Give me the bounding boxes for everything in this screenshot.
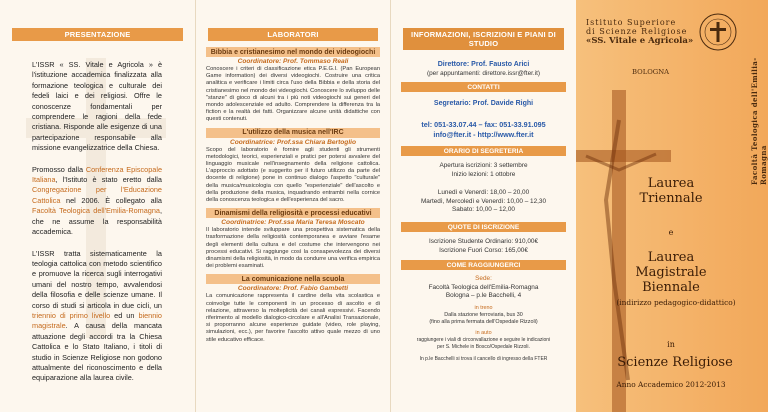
body-text: L'ISSR tratta sistematicamente la teologia cattolica con metodo scientifico e promuove la ricerca sugli interrogativi umani del nostro tempo, avvalendosi della filosofia e delle scienze umane. Il corso di studi si articola in due cicli, un (32, 248, 162, 310)
orario-3: Sabato: 10,00 – 12,00 (452, 206, 515, 214)
city: BOLOGNA (632, 68, 670, 76)
lab-title: L'utilizzo della musica nell'IRC (206, 128, 380, 138)
lab-coordinator: Coordinatore: Prof. Fabio Gambetti (237, 285, 349, 293)
presentazione-paragraph (32, 60, 162, 154)
conjunction-e: e (668, 228, 674, 237)
conjunction-in: in (667, 340, 675, 349)
presentazione-paragraph (32, 249, 162, 384)
laboratori-panel (195, 0, 390, 412)
sede-2: Bologna – p.le Bacchelli, 4 (445, 292, 522, 300)
quota-fuori-corso: Iscrizione Fuori Corso: 165,00€ (439, 246, 528, 254)
lab-title: Dinamismi della religiosità e processi educativi (206, 208, 380, 218)
lab-description: Scopo del laboratorio è fornire agli studenti gli strumenti metodologici, teorici, esperienziali e pratici per potersi avvalere del linguaggio musicale nell'insegnamento della religione cattolica. L'approccio adottato (e suggerito per il futuro utilizzo da parte del docente di religione) pone in continuo dialogo l'aspetto "culturale" della musica/musicologia con quello "esperienziale" dell'ascolto e della produzione della musica, inquadrando entrambi nella cornice della conoscenza teologica e dell'esperienza del sacro. (206, 146, 380, 204)
institute-name: Istituto Superiore di Scienze Religiose «SS. Vitale e Agricola» (586, 18, 694, 46)
orario-2: Martedì, Mercoledì e Venerdì: 10,00 – 12,30 (420, 197, 547, 205)
presentazione-paragraph (32, 165, 162, 238)
orario-header: ORARIO DI SEGRETERIA (401, 146, 566, 156)
anno-accademico: Anno Accademico 2012-2013 (616, 380, 726, 389)
treno-2: (fino alla prima fermata dell'Ospedale Rizzoli) (429, 319, 538, 326)
sede-1: Facoltà Teologica dell'Emilia-Romagna (428, 283, 539, 291)
segretario: Segretario: Prof. Davide Righi (433, 100, 534, 108)
sede-label: Sede: (475, 275, 492, 283)
laurea-magistrale: Laurea Magistrale Biennale (635, 250, 707, 295)
body-text: ed un (110, 310, 139, 320)
informazioni-panel (390, 0, 576, 412)
treno-1: Dalla stazione ferroviaria, bus 30 (444, 312, 523, 319)
laboratori-header: LABORATORI (208, 28, 378, 41)
informazioni-header: INFORMAZIONI, ISCRIZIONI E PIANI DI STUDIO (403, 28, 564, 50)
apertura-iscrizioni: Apertura iscrizioni: 3 settembre (439, 162, 528, 170)
lab-title: La comunicazione nella scuola (206, 274, 380, 284)
body-text: , l'Istituto è stato eretto dalla (55, 175, 162, 185)
inizio-lezioni: Inizio lezioni: 1 ottobre (451, 170, 516, 178)
lab-section (206, 47, 380, 124)
scienze-religiose: Scienze Religiose (617, 355, 733, 370)
body-text: Promosso dalla (32, 164, 86, 174)
indirizzo: (indirizzo pedagogico-didattico) (616, 298, 736, 307)
auto-1: raggiungere i viali di circonvallazione e seguire le indicazioni (416, 337, 551, 344)
orario-1: Lunedì e Venerdì: 18,00 – 20,00 (437, 189, 530, 197)
direttore: Direttore: Prof. Fausto Arici (437, 61, 530, 68)
highlight-text: Conferenza Episcopale Italiana (32, 164, 163, 185)
highlight-text: biennio magistrale (32, 310, 162, 331)
lab-coordinator: Coordinatore: Prof. Tommaso Reali (237, 58, 349, 65)
lab-coordinator: Coordinatrice: Prof.ssa Chiara Bertoglio (229, 138, 357, 146)
auto-2: per S. Michele in Bosco/Ospedale Rizzoli. (437, 344, 530, 351)
direttore-note: (per appuntamenti: direttore.issr@fter.it) (426, 70, 541, 77)
quote-header: QUOTE DI ISCRIZIONE (401, 222, 566, 232)
presentazione-header: PRESENTAZIONE (12, 28, 183, 41)
lab-description: Conoscere i criteri di classificazione etica P.E.G.I. (Pan European Game information) dei diversi videogiochi. Costruire una critica analitica e verificare i limiti circa l'uso della Bibbia e della storia del cristianesimo nel mondo dei videogiochi. Conoscere lo sviluppo delle "stanze" di gioco di alcuni tra i più noti videogiochi sui generi del mondo adolescenziale ed adulto. Comprendere la differenza tra la fiction e la realtà dei fatti. Organizzare alcune unità didattiche con questi contenuti. (206, 66, 380, 123)
auto-label: in auto (475, 330, 492, 337)
highlight-text: Congregazione per l'Educazione Cattolica (32, 185, 162, 205)
lab-section (206, 128, 380, 205)
quota-ordinario: Iscrizione Studente Ordinario: 910,00€ (428, 238, 539, 246)
lab-title: Bibbia e cristianesimo nel mondo dei videogiochi (206, 47, 380, 57)
highlight-text: Facoltà Teologica dell'Emilia-Romagna (32, 206, 160, 216)
presentazione-panel (0, 0, 195, 412)
body-text: , che ne assume la responsabilità accademica. (32, 206, 162, 237)
contatti-header: CONTATTI (401, 82, 566, 92)
seal-icon (698, 12, 738, 52)
web-link[interactable]: info@fter.it - http://www.fter.it (433, 130, 534, 140)
body-text: L'ISSR « SS. Vitale e Agricola » è l'istituzione accademica finalizzata alla formazione teologica e culturale dei fedeli laici e dei religiosi. Offre le conoscenze fondamentali per comprendere le ragioni della fede cristiana. Risponde alle esigenze di una partecipazione responsabile alla missione evangelizzatrice della Chiesa. (32, 60, 162, 153)
body-text: . A causa della mancata attuazione degli accordi tra la Chiesa Cattolica e lo Stato Italiano, i titoli di studio in Scienze Religiose non godono attualmente del riconoscimento e della equiparazione alla laurea civile. (32, 321, 162, 383)
lab-description: Il laboratorio intende sviluppare una prospettiva sistematica della trasformazione della religiosità contemporanea e avviare l'esame degli elementi della cultura e del costume che intervengono nei processi educativi. Si raggiunge così la consapevolezza dei diversi dinamismi della religiosità, in modo da condurre una verifica empirica dei problemi esaminati. (206, 227, 380, 270)
lab-coordinator: Coordinatrice: Prof.ssa Maria Teresa Moscato (221, 219, 365, 227)
raggiungerci-header: COME RAGGIUNGERCI (401, 260, 566, 270)
cover-panel (576, 0, 768, 412)
highlight-text: triennio di primo livello (32, 310, 111, 320)
treno-label: in treno (474, 305, 493, 312)
laurea-triennale: Laurea Triennale (639, 176, 703, 206)
tel-fax: tel: 051-33.07.44 – fax: 051-33.91.095 (421, 120, 546, 130)
auto-3: In p.le Bacchelli si trova il cancello di ingresso della FTER (419, 355, 548, 362)
vertical-faculty-name: Facoltà Teologica dell'Emilia-Romagna (750, 57, 768, 185)
lab-section (206, 208, 380, 270)
lab-section (206, 274, 380, 343)
lab-description: La comunicazione rappresenta il cardine della vita scolastica e coinvolge tutte le componenti in un processo di ascolto e di relazione, attraverso la molteplicità dei canali espressivi. Facendo riferimento al modello dialogico-circolare e all'Analisi Transazionale, si proporranno alcune esperienze guidate (video, role playing, simulazioni, ecc.), per favorire l'ascolto attivo quale mezzo di uno stile educativo efficace. (206, 293, 380, 343)
laboratori-list (196, 47, 390, 344)
body-text: nel 2006. È collegato alla (60, 195, 162, 205)
presentazione-text (32, 60, 162, 395)
